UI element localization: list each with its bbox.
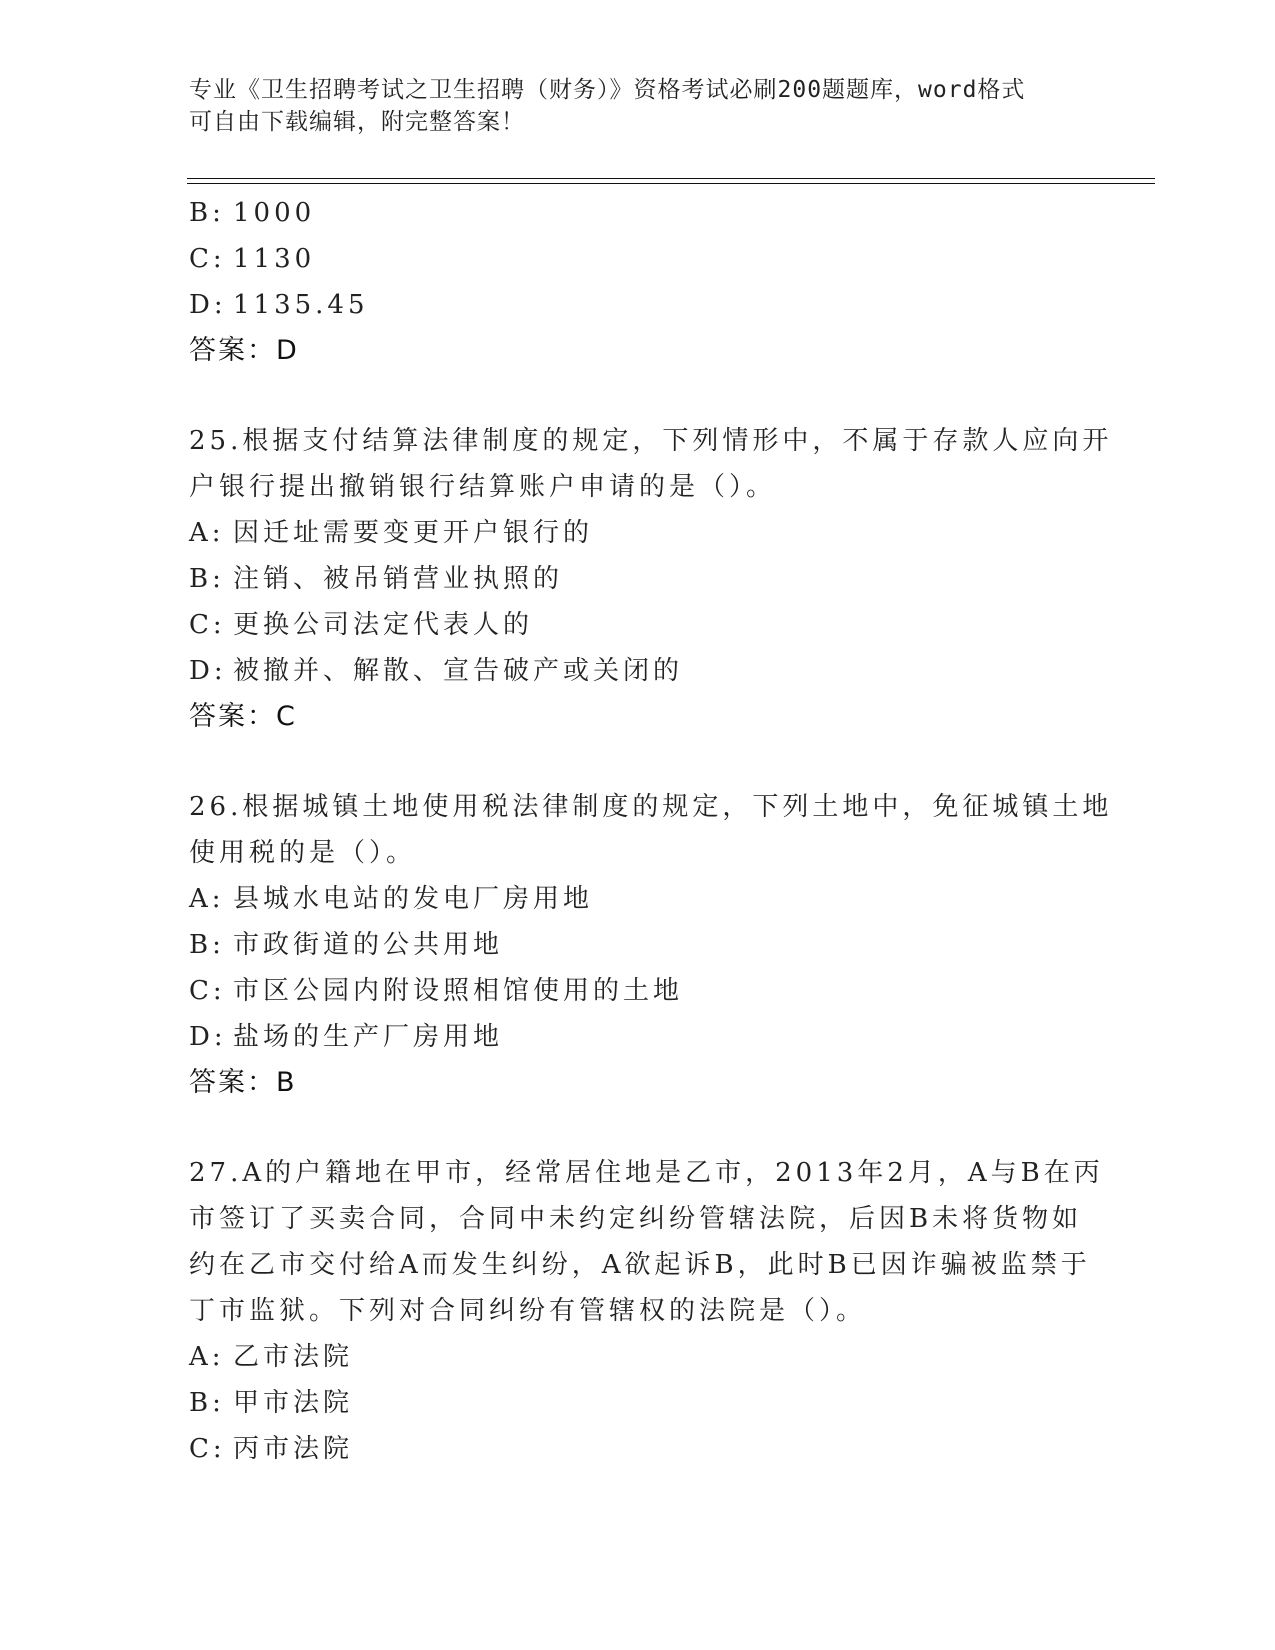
spacer <box>189 740 1089 784</box>
option-key: A: <box>189 1342 225 1372</box>
option-row <box>189 556 1089 602</box>
option-row <box>189 1426 1089 1472</box>
answer-label: 答案：B <box>189 1067 297 1098</box>
option-key: C: <box>189 244 226 274</box>
spacer <box>189 1106 1089 1150</box>
option-row <box>189 236 1089 282</box>
header-line-2: 可自由下载编辑，附完整答案！ <box>189 109 525 135</box>
question-continued <box>189 190 1089 374</box>
answer-label: 答案：C <box>189 701 297 732</box>
option-text: 注销、被吊销营业执照的 <box>233 564 564 594</box>
option-row <box>189 602 1089 648</box>
question-26 <box>189 784 1113 1106</box>
option-key: A: <box>189 884 225 914</box>
header-line-1: 专业《卫生招聘考试之卫生招聘（财务）》资格考试必刷200题题库，word格式 <box>189 77 1026 103</box>
option-key: C: <box>189 976 226 1006</box>
option-text: 县城水电站的发电厂房用地 <box>233 884 594 914</box>
option-row <box>189 968 1089 1014</box>
page-header <box>189 74 1069 138</box>
option-row <box>189 876 1089 922</box>
question-stem-line: 26.根据城镇土地使用税法律制度的规定，下列土地中，免征城镇土地 <box>189 792 1113 822</box>
header-divider-bottom <box>187 183 1155 184</box>
option-key: B: <box>189 564 225 594</box>
option-row <box>189 1380 1089 1426</box>
option-row <box>189 1014 1089 1060</box>
option-text: 乙市法院 <box>233 1342 354 1372</box>
option-text: 甲市法院 <box>233 1388 354 1418</box>
option-key: C: <box>189 1434 226 1464</box>
option-key: C: <box>189 610 226 640</box>
option-text: 市区公园内附设照相馆使用的土地 <box>233 976 684 1006</box>
question-stem-line: 使用税的是（）。 <box>189 838 417 868</box>
question-list <box>189 190 1113 1472</box>
header-divider-top <box>187 178 1155 179</box>
question-stem-line: 27.A的户籍地在甲市，经常居住地是乙市，2013年2月，A与B在丙 <box>189 1158 1104 1188</box>
option-key: B: <box>189 198 225 228</box>
question-stem-line: 约在乙市交付给A而发生纠纷，A欲起诉B，此时B已因诈骗被监禁于 <box>189 1250 1091 1280</box>
option-key: D: <box>189 1022 227 1052</box>
option-text: 丙市法院 <box>233 1434 354 1464</box>
question-25 <box>189 418 1113 740</box>
question-stem-line: 市签订了买卖合同，合同中未约定纠纷管辖法院，后因B未将货物如 <box>189 1204 1083 1234</box>
option-text: 盐场的生产厂房用地 <box>233 1022 504 1052</box>
option-text: 更换公司法定代表人的 <box>233 610 534 640</box>
option-row <box>189 1334 1089 1380</box>
option-key: B: <box>189 1388 225 1418</box>
answer-label: 答案：D <box>189 335 299 366</box>
option-key: D: <box>189 656 227 686</box>
option-row <box>189 922 1089 968</box>
option-text: 1130 <box>233 244 316 274</box>
option-key: A: <box>189 518 225 548</box>
option-row <box>189 282 1089 328</box>
question-stem-line: 户银行提出撤销银行结算账户申请的是（）。 <box>189 472 777 502</box>
option-key: B: <box>189 930 225 960</box>
question-stem-line: 25.根据支付结算法律制度的规定，下列情形中，不属于存款人应向开 <box>189 426 1113 456</box>
option-text: 被撤并、解散、宣告破产或关闭的 <box>233 656 684 686</box>
spacer <box>189 374 1089 418</box>
option-key: D: <box>189 290 227 320</box>
option-text: 因迁址需要变更开户银行的 <box>233 518 594 548</box>
option-text: 1135.45 <box>233 290 369 320</box>
option-row <box>189 190 1089 236</box>
question-stem-line: 丁市监狱。下列对合同纠纷有管辖权的法院是（）。 <box>189 1296 867 1326</box>
option-row <box>189 648 1089 694</box>
option-row <box>189 510 1089 556</box>
question-27 <box>189 1150 1104 1472</box>
option-text: 1000 <box>233 198 316 228</box>
option-text: 市政街道的公共用地 <box>233 930 504 960</box>
